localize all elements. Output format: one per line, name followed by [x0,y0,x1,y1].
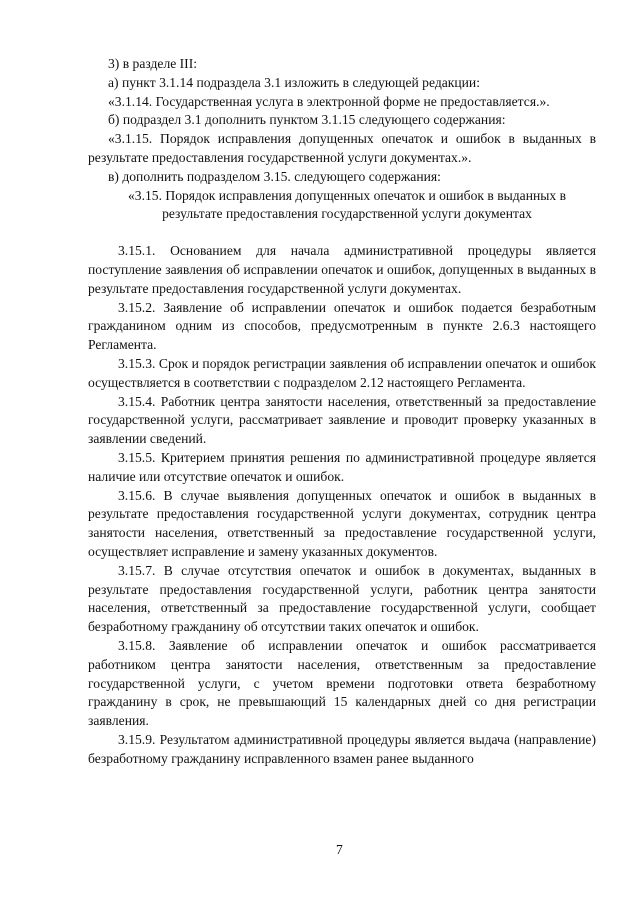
paragraph-3-15-7: 3.15.7. В случае отсутствия опечаток и ошибок в документах, выданных в результате предоставления государственной услуги, работник центра занятости населения, ответственный за предоставление государственной услуги, сообщает безработному гражданину об отсутствии таких опечаток и ошибок. [88,562,596,635]
paragraph-3-15-4: 3.15.4. Работник центра занятости населения, ответственный за предоставление государственной услуги, рассматривает заявление и проводит проверку указанных в заявлении сведений. [88,393,596,447]
paragraph-3-15-3: 3.15.3. Срок и порядок регистрации заявления об исправлении опечаток и ошибок осуществляется в соответствии с подразделом 2.12 настоящего Регламента. [88,355,596,390]
spacer [88,224,596,242]
item-b-quote: «3.1.15. Порядок исправления допущенных опечаток и ошибок в выданных в результате предоставления государственной услуги документах.». [88,131,596,165]
paragraph-3-15-6: 3.15.6. В случае выявления допущенных опечаток и ошибок в выданных в результате предоставления государственной услуги документах, сотрудник центра занятости населения, ответственный за предоставление государственной услуги, осуществляет исправление и замену указанных документов. [88,487,596,559]
item-b: б) подраздел 3.1 дополнить пунктом 3.1.15 следующего содержания: [108,112,506,128]
section-intro: 3) в разделе III: [108,56,198,71]
paragraph-3-15-8: 3.15.8. Заявление об исправлении опечаток и ошибок рассматривается работником центра занятости населения, ответственным за предоставление государственной услуги, с учетом времени подготовки ответа безработному гражданину в срок, не превышающий 15 календарных дней со дня регистрации заявления. [88,637,596,729]
item-a: а) пункт 3.1.14 подраздела 3.1 изложить в следующей редакции: [108,74,480,90]
subsection-heading: «3.15. Порядок исправления допущенных опечаток и ошибок в выданных в результате предоставления государственной услуги документах [128,187,566,222]
paragraph-3-15-5: 3.15.5. Критерием принятия решения по административной процедуре является наличие или отсутствие опечаток и ошибок. [88,449,596,484]
paragraph-3-15-9: 3.15.9. Результатом административной процедуры является выдача (направление) безработному гражданину исправленного взамен ранее выданного [88,731,596,766]
document-body [88,55,596,768]
item-v: в) дополнить подразделом 3.15. следующего содержания: [108,168,441,184]
paragraph-3-15-1: 3.15.1. Основанием для начала административной процедуры является поступление заявления об исправлении опечаток и ошибок, допущенных в выданных в результате предоставления государственной услуги документах. [88,243,596,296]
item-a-quote: «3.1.14. Государственная услуга в электронной форме не предоставляется.». [108,93,550,109]
paragraph-3-15-2: 3.15.2. Заявление об исправлении опечаток и ошибок подается безработным гражданином одним из способов, предусмотренным в пункте 2.6.3 настоящего Регламента. [88,299,596,353]
page-number: 7 [336,842,343,857]
